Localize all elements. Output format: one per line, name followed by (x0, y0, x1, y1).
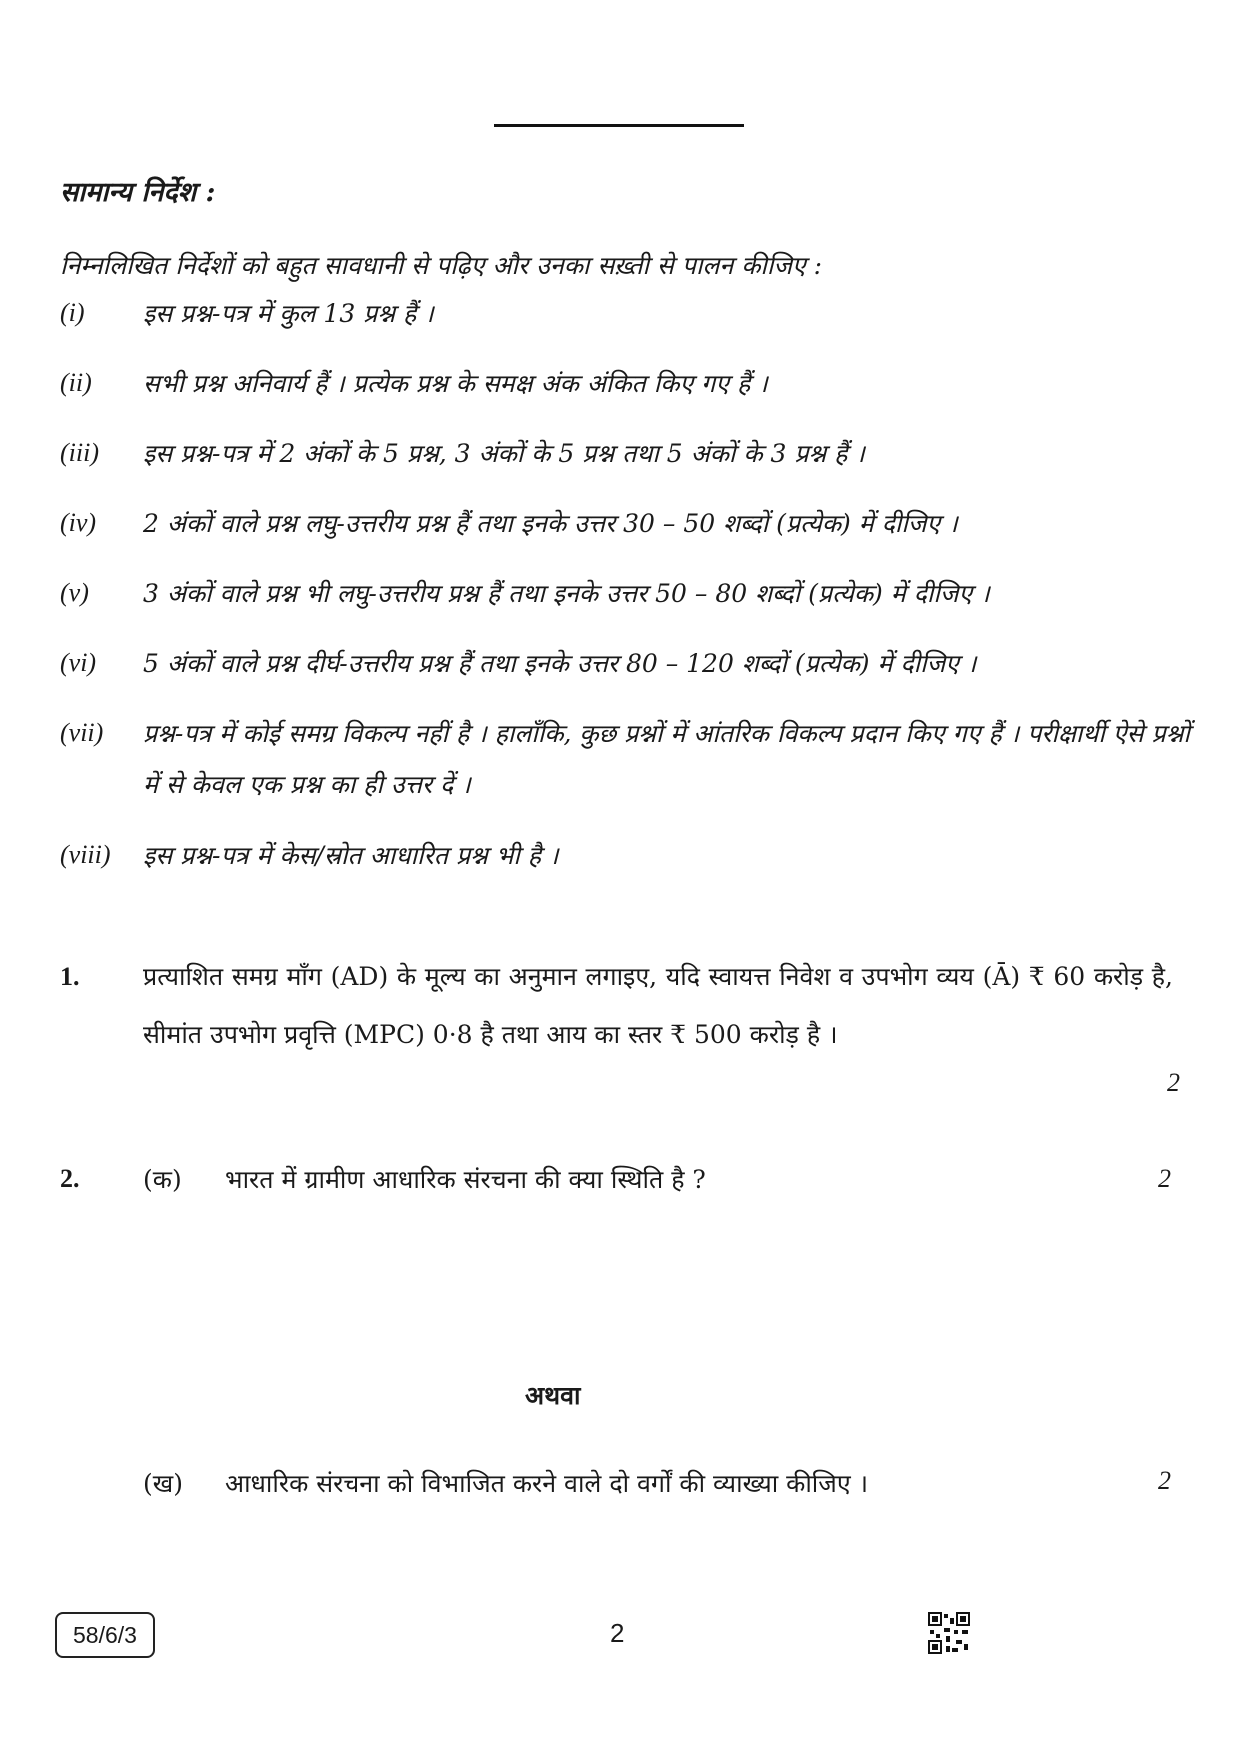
paper-code-badge: 58/6/3 (55, 1612, 155, 1658)
question-marks: 2 (1167, 1068, 1180, 1097)
qr-code-icon (928, 1612, 970, 1654)
part-text: आधारिक संरचना को विभाजित करने वाले दो वर्गों की व्याख्या कीजिए । (225, 1469, 869, 1498)
instruction-number: (vi) (60, 648, 97, 677)
instruction-text: 2 अंकों वाले प्रश्न लघु-उत्तरीय प्रश्न हैं तथा इनके उत्तर 30 – 50 शब्दों (प्रत्येक) में दीजिए । (143, 509, 958, 538)
instruction-text: इस प्रश्न-पत्र में 2 अंकों के 5 प्रश्न, 3 अंकों के 5 प्रश्न तथा 5 अंकों के 3 प्रश्न हैं । (143, 439, 865, 468)
question-number: 1. (60, 962, 80, 991)
instruction-number: (ii) (60, 368, 92, 397)
instruction-number: (i) (60, 298, 85, 327)
general-instructions-heading: सामान्य निर्देश : (60, 177, 216, 208)
instruction-number: (vii) (60, 718, 104, 747)
instruction-text: इस प्रश्न-पत्र में कुल 13 प्रश्न हैं । (143, 299, 434, 328)
instruction-number: (viii) (60, 840, 111, 869)
part-label: (ख) (143, 1469, 183, 1498)
part-text: भारत में ग्रामीण आधारिक संरचना की क्या स्थिति है ? (225, 1165, 706, 1194)
instruction-number: (iii) (60, 438, 99, 467)
instructions-intro: निम्नलिखित निर्देशों को बहुत सावधानी से पढ़िए और उनका सख़्ती से पालन कीजिए : (60, 251, 823, 280)
instruction-text: 3 अंकों वाले प्रश्न भी लघु-उत्तरीय प्रश्न हैं तथा इनके उत्तर 50 – 80 शब्दों (प्रत्येक) में दीजिए । (143, 579, 990, 608)
instruction-number: (v) (60, 578, 89, 607)
or-separator: अथवा (525, 1381, 581, 1410)
page-number: 2 (610, 1618, 625, 1648)
part-label: (क) (143, 1165, 182, 1194)
instruction-text: इस प्रश्न-पत्र में केस/स्रोत आधारित प्रश्न भी है । (143, 841, 559, 870)
instruction-text: सभी प्रश्न अनिवार्य हैं । प्रत्येक प्रश्न के समक्ष अंक अंकित किए गए हैं । (143, 369, 768, 398)
question-text: प्रत्याशित समग्र माँग (AD) के मूल्य का अनुमान लगाइए, यदि स्वायत्त निवेश व उपभोग व्यय (Ā) ₹ 60 करोड़ है, सीमांत उपभोग प्रवृत्ति (MPC) 0·8 है तथा आय का स्तर ₹ 500 करोड़ है । (143, 962, 1173, 1049)
part-a-marks: 2 (1158, 1164, 1171, 1193)
instruction-text: 5 अंकों वाले प्रश्न दीर्घ-उत्तरीय प्रश्न हैं तथा इनके उत्तर 80 – 120 शब्दों (प्रत्येक) में दीजिए । (143, 649, 977, 678)
top-rule (494, 124, 744, 127)
part-b-marks: 2 (1158, 1466, 1171, 1495)
instruction-number: (iv) (60, 508, 97, 537)
question-number: 2. (60, 1164, 80, 1193)
instruction-text: प्रश्न-पत्र में कोई समग्र विकल्प नहीं है । हालाँकि, कुछ प्रश्नों में आंतरिक विकल्प प्रदान किए गए हैं । परीक्षार्थी ऐसे प्रश्नों में से केवल एक प्रश्न का ही उत्तर दें । (143, 719, 1190, 799)
